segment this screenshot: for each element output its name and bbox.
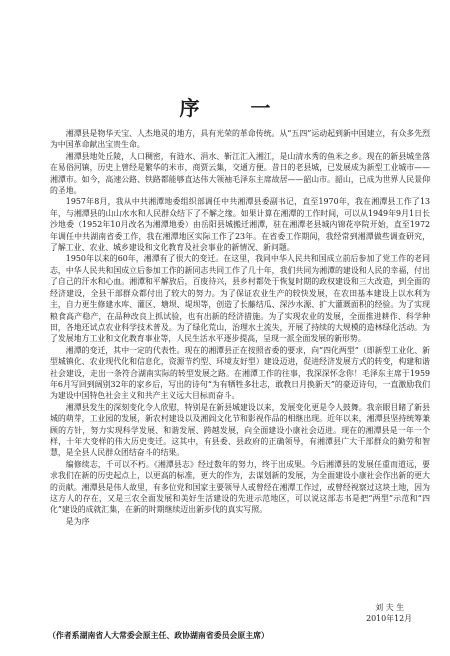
closing-line: 是为序 [65,516,90,526]
author-note: （作者系湖南省人大常委会原主任、政协湖南省委员会原主席） [48,631,269,640]
signature-block [366,602,412,625]
paragraph: 编修续志，千可以不朽。《湘潭县志》经过数年的努力，终于出成果。今后湘潭县的发展任重而道远，要求我们在新的历史起点上，以更高的标准，更大的作为，去谋划新的发展，为全面建设小康社会作出新的更大的贡献。湘潭县是伟人故里，有多位党和国家主要领导人或曾经在湘潭工作过，或曾经视察过这块土地，因为这方人的存在，又是三农全面发展和美好生活建设的先进示范地区，可以说这部志书是把“两型”示范和“四化”建设的成就汇集，在新的时期继续迈出新步伐的真实写照。 [50,459,430,515]
page-title: 序 一 [179,96,293,120]
paragraph: 湘潭县地处丘陵，人口稠密，有涟水、涓水、靳江汇入湘江，是山清水秀的鱼米之乡。现在的新县城坐落在易俗河镇，历史上曾经是繁华的米市，商贾云集，交通方便。昔日的老县城，已发展成为新型工业城市——湘潭市。如今，高速公路、铁路都能够直达伟大领袖毛泽东主席故居——韶山市。韶山，已成为世界人民景仰的圣地。 [50,151,430,196]
author-name: 刘 夫 生 [375,603,404,612]
preface-body [50,128,430,527]
paragraph: 1950年以来的60年，湘潭有了很大的变迁。在这里，我同中华人民共和国成立前后参加了党工作的老同志，中华人民共和国成立后参加工作的新同志共同工作了几十年，我们共同为湘潭的建设和人民的幸福，付出了自己的汗水和心血。湘潭和平解放后，百废待兴，县乡村都处于恢复时期的政权建设和三大改造，到全面的经济建设，全县干部群众都付出了较大的努力。为了保证农业生产的较快发展，在农田基本建设上以水利为主，自力更生修建水库、灌区、塘坝、堤坝等，创造了长藤结瓜、深沙水源、扩大灌溉面积的经验。为了实现粮食高产稳产，在品种改良上抓试验，也有出新的经济措施。为了实现农业的发展，全面推进耕作、科学种田，各地还试点农业科学技术普及。为了绿化荒山，治理水土流失，开展了持续的大规模的造林绿化活动。为了发展地方工业和文化教育事业等，人民生活水平逐步提高，呈现一派全面发展的新形势。 [50,254,430,344]
signature-date: 2010年12月 [366,614,412,624]
paragraph: 湘潭县发生的深刻变化令人欣慰，特别是在新县城建设以来，发展变化更是令人鼓舞。我亲眼目睹了新县城的萌芽，工业园的发展，新农村建设以及湘阎文化节和影视作品的相继出现。近年以来，湘潭县坚持统筹兼顾的方针，努力实现科学发展、和谐发展、跨越发展，向全面建设小康社会迈进。现在的湘潭县是一年一个样，十年大变样的伟大历史变迁。这其中，有县委、县政府的正确领导，有湘潭县广大干部群众的勤劳和智慧，是全县人民群众团结奋斗的结果。 [50,402,430,458]
paragraph: 1957年8月，我从中共湘潭地委组织部调任中共湘潭县委副书记，直至1970年，我在湘潭县工作了13年，与湘潭县的山山水水和人民群众结下了不解之缘。如果计算在湘潭的工作时间，可以从1949年9月1日长沙地委（1952年10月改名为湘潭地委）由岳阳县城搬迁湘潭，驻在湘潭老县城内锦花亭院开始，直至1972年调任中共湖南省委工作，我在湘潭地区实际工作了23年。在省委工作期间，我经常到湘潭做些调查研究，了解工业、农业、城乡建设和文化教育及社会事业的新情况、新问题。 [50,197,430,253]
paragraph: 湘潭的变迁，其中一定的代表性。现在的湘潭县正在按照省委的要求，向“四化两型”（即新型工业化、新型城镇化、农业现代化和信息化，资源节约型、环境友好型）建设迈进，促进经济发展方式的转变，构建和谐社会建设，走出一条符合湖南实际的转型发展之路。在湘潭工作的往事，我深深怀念你！毛泽东主席于1959年6月写回到阔别32年的家乡后，写出的诗句“为有牺牲多壮志，敢教日月换新天”的豪迈诗句，一直激励我们为建设中国特色社会主义和共产主义远大目标而奋斗。 [50,345,430,401]
paragraph: 湘潭县是物华天宝、人杰地灵的地方，具有光荣的革命传统。从“五四”运动起到新中国建立，有众多先烈为中国革命献出宝贵生命。 [50,129,430,150]
